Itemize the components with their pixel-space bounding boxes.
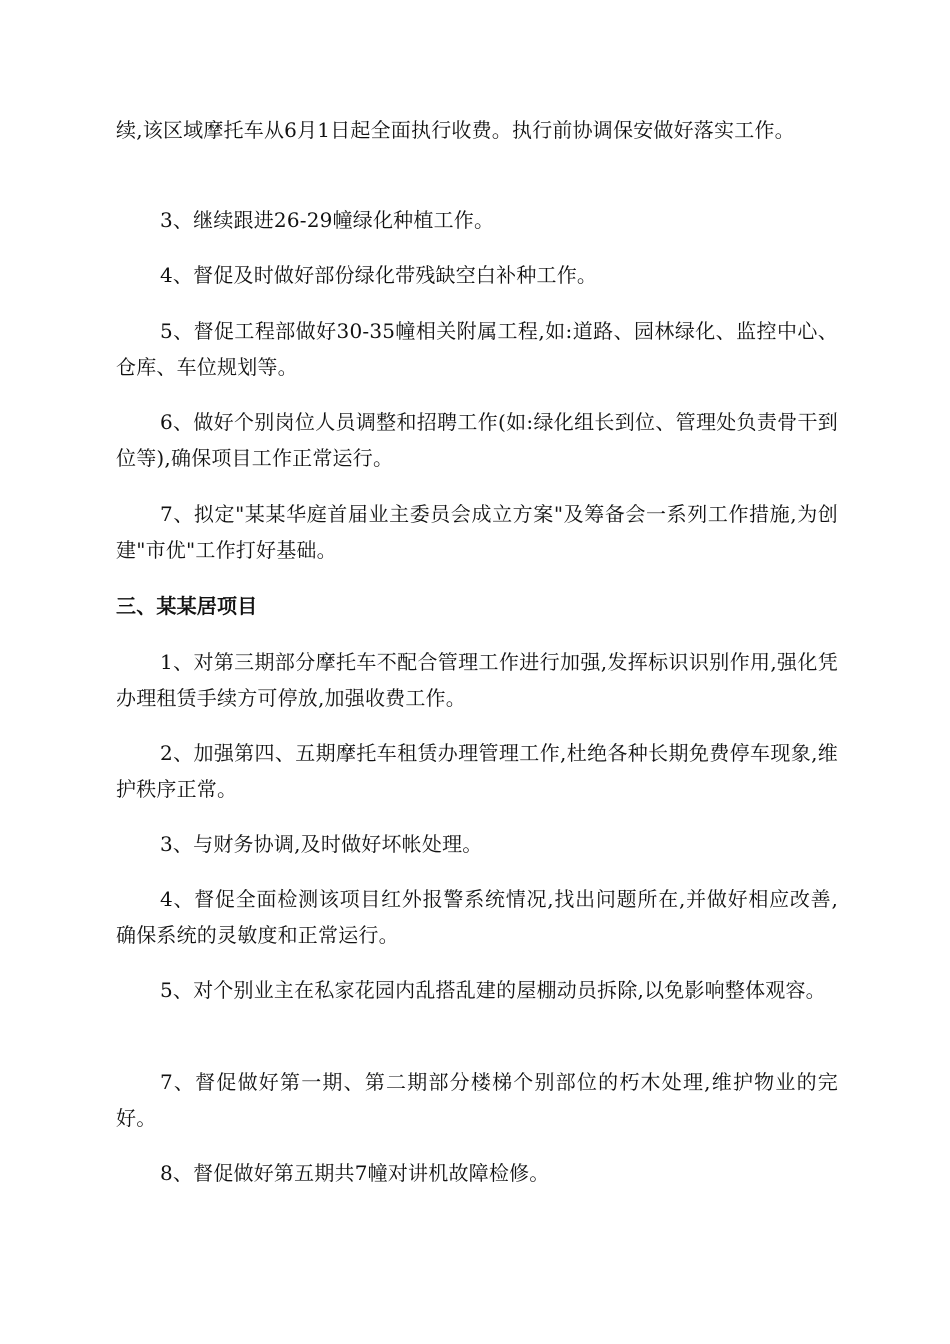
paragraph-item-2: 2、加强第四、五期摩托车租赁办理管理工作,杜绝各种长期免费停车现象,维护秩序正常。 (116, 741, 838, 801)
paragraph-item-5b: 5、对个别业主在私家花园内乱搭乱建的屋棚动员拆除,以免影响整体观容。 (160, 978, 826, 1002)
paragraph-item-4: 4、督促及时做好部份绿化带残缺空白补种工作。 (160, 263, 598, 287)
paragraph-item-1: 1、对第三期部分摩托车不配合管理工作进行加强,发挥标识识别作用,强化凭办理租赁手续方可停放,加强收费工作。 (116, 650, 838, 710)
paragraph-item-3: 3、继续跟进26-29幢绿化种植工作。 (160, 208, 495, 232)
section-heading: 三、某某居项目 (116, 594, 258, 618)
paragraph-item-8: 8、督促做好第五期共7幢对讲机故障检修。 (160, 1161, 550, 1185)
paragraph-item-4b: 4、督促全面检测该项目红外报警系统情况,找出问题所在,并做好相应改善,确保系统的灵敏度和正常运行。 (116, 887, 838, 947)
paragraph-continuation: 续,该区域摩托车从6月1日起全面执行收费。执行前协调保安做好落实工作。 (116, 118, 795, 142)
paragraph-item-5: 5、督促工程部做好30-35幢相关附属工程,如:道路、园林绿化、监控中心、仓库、车位规划等。 (116, 319, 838, 379)
paragraph-item-3b: 3、与财务协调,及时做好坏帐处理。 (160, 832, 483, 856)
paragraph-item-7b: 7、督促做好第一期、第二期部分楼梯个别部位的朽木处理,维护物业的完好。 (116, 1070, 838, 1130)
paragraph-item-7: 7、拟定"某某华庭首届业主委员会成立方案"及筹备会一系列工作措施,为创建"市优"工作打好基础。 (116, 502, 838, 562)
paragraph-item-6: 6、做好个别岗位人员调整和招聘工作(如:绿化组长到位、管理处负责骨干到位等),确保项目工作正常运行。 (116, 410, 838, 470)
